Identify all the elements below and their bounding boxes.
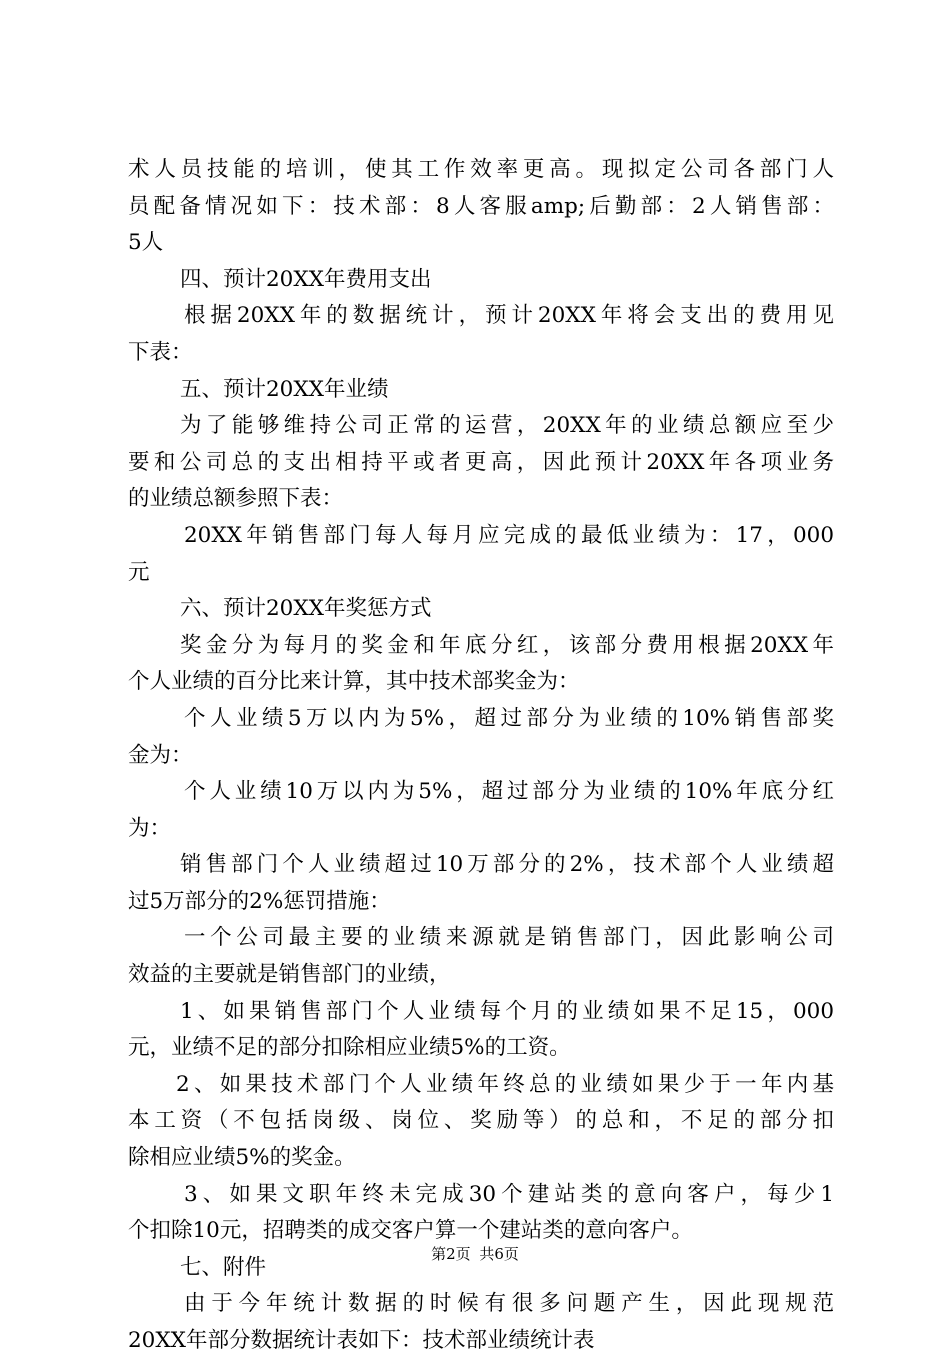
text-line: 元	[128, 559, 150, 585]
text-line: 3、如果文职年终未完成30个建站类的意向客户，每少1	[184, 1181, 834, 1207]
text-line: 奖金分为每月的奖金和年底分红，该部分费用根据20XX年	[180, 632, 834, 658]
text-line: 术人员技能的培训，使其工作效率更高。现拟定公司各部门人	[128, 157, 834, 182]
text-line: 元，业绩不足的部分扣除相应业绩5%的工资。	[128, 1035, 571, 1061]
document-body	[128, 152, 834, 1360]
text-line: 2、如果技术部门个人业绩年终总的业绩如果少于一年内基	[176, 1071, 834, 1097]
text-line: 七、附件	[180, 1254, 267, 1280]
text-line: 1、如果销售部门个人业绩每个月的业绩如果不足15，000	[180, 998, 834, 1024]
text-line: 20XX年部分数据统计表如下：技术部业绩统计表	[128, 1328, 595, 1353]
text-line: 由于今年统计数据的时候有很多问题产生，因此现规范	[184, 1291, 834, 1317]
text-line: 一个公司最主要的业绩来源就是销售部门，因此影响公司	[184, 925, 834, 951]
text-line: 个人业绩10万以内为5%，超过部分为业绩的10%年底分红	[184, 779, 834, 805]
text-line: 个人业绩5万以内为5%，超过部分为业绩的10%销售部奖	[184, 705, 834, 731]
text-line: 四、预计20XX年费用支出	[180, 266, 432, 292]
text-line: 五、预计20XX年业绩	[180, 376, 389, 402]
text-line: 20XX年销售部门每人每月应完成的最低业绩为：17，000	[184, 522, 834, 548]
text-line: 销售部门个人业绩超过10万部分的2%，技术部个人业绩超	[180, 852, 834, 878]
text-line: 的业绩总额参照下表：	[128, 486, 344, 512]
text-line: 5人	[128, 230, 164, 256]
text-line: 过5万部分的2%惩罚措施：	[128, 888, 391, 914]
text-line: 个扣除10元，招聘类的成交客户算一个建站类的意向客户。	[128, 1218, 693, 1244]
text-line: 根据20XX年的数据统计，预计20XX年将会支出的费用见	[184, 303, 834, 329]
text-line: 要和公司总的支出相持平或者更高，因此预计20XX年各项业务	[128, 449, 834, 475]
text-line: 下表：	[128, 339, 193, 365]
text-line: 本工资（不包括岗级、岗位、奖励等）的总和，不足的部分扣	[128, 1108, 834, 1134]
text-line: 除相应业绩5%的奖金。	[128, 1145, 356, 1171]
text-line: 个人业绩的百分比来计算，其中技术部奖金为：	[128, 669, 580, 695]
text-line: 六、预计20XX年奖惩方式	[180, 596, 432, 622]
page-footer	[0, 1244, 950, 1264]
page-number: 第2页	[431, 1245, 471, 1263]
text-line: 为了能够维持公司正常的运营，20XX年的业绩总额应至少	[180, 413, 834, 439]
text-line: 效益的主要就是销售部门的业绩，	[128, 962, 451, 988]
page-total: 共6页	[479, 1245, 519, 1263]
text-line: 为：	[128, 815, 172, 841]
text-line: 员配备情况如下：技术部：8人客服amp;后勤部：2人销售部：	[128, 193, 834, 219]
text-line: 金为：	[128, 742, 193, 768]
